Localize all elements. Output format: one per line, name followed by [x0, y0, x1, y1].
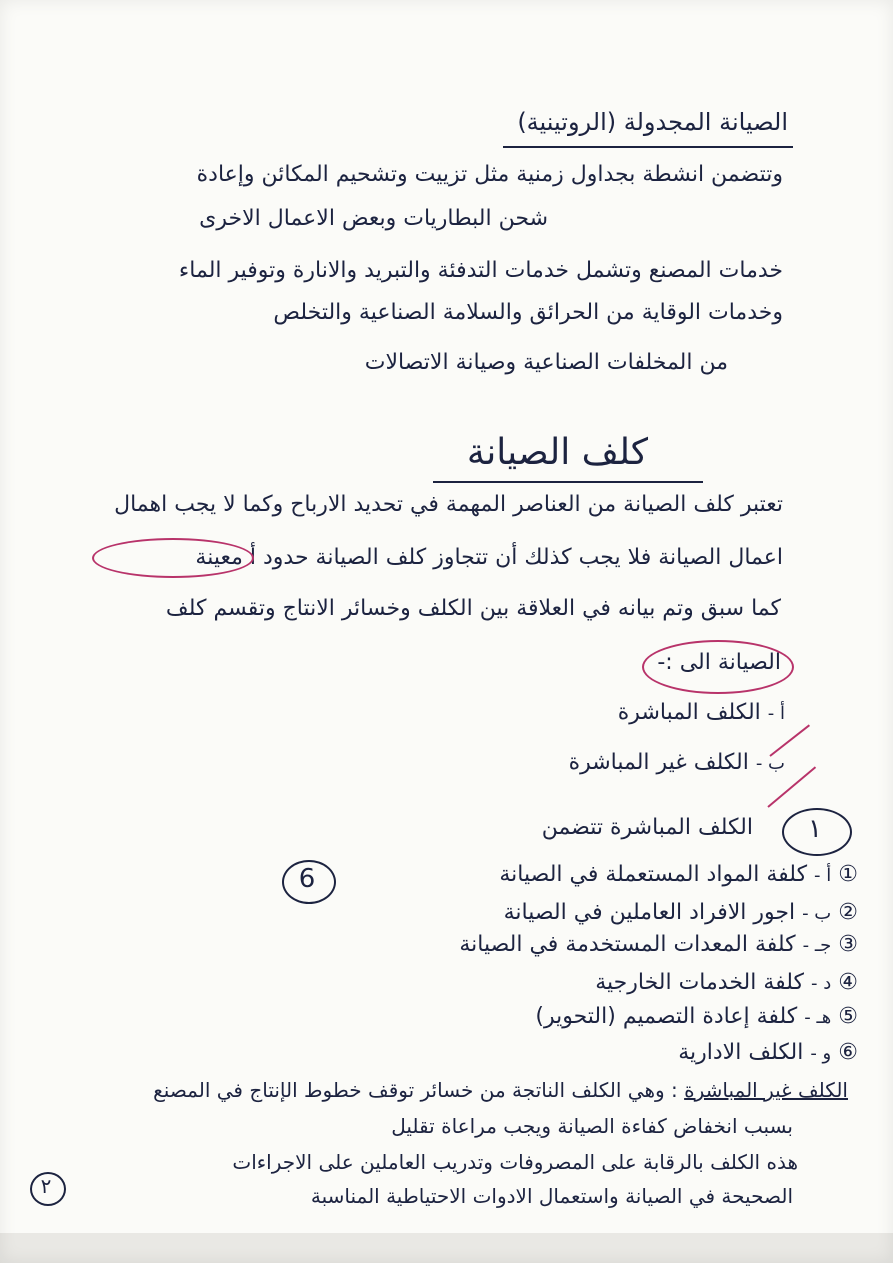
section-number: ١: [808, 814, 822, 844]
indirect-costs-heading: الكلف غير المباشرة: [684, 1078, 848, 1102]
page-bottom-edge: [0, 1233, 893, 1263]
item-label: كلفة إعادة التصميم (التحوير): [535, 1004, 798, 1029]
item-marker: و -: [810, 1043, 832, 1064]
item-bullet: ⑥: [838, 1040, 858, 1065]
indirect-costs-line-1: [153, 1078, 848, 1102]
costs-line-1: تعتبر كلف الصيانة من العناصر المهمة في تحديد الارباح وكما لا يجب اهمال: [114, 492, 783, 517]
indirect-line: الصحيحة في الصيانة واستعمال الادوات الاحتياطية المناسبة: [310, 1184, 793, 1208]
scheduled-line-1: وتتضمن انشطة بجداول زمنية مثل تزييت وتشحيم المكائن وإعادة: [196, 162, 783, 187]
item-label: كلفة الخدمات الخارجية: [595, 970, 805, 995]
cost-type-marker: أ -: [767, 703, 785, 724]
item-bullet: ②: [838, 900, 858, 925]
item-label: كلفة المعدات المستخدمة في الصيانة: [459, 932, 796, 957]
highlight-circle: [642, 640, 794, 694]
item-label: اجور الافراد العاملين في الصيانة: [503, 900, 796, 925]
highlight-circle: [92, 538, 254, 578]
item-bullet: ③: [838, 932, 858, 957]
direct-item-2: [504, 900, 858, 925]
page-number: ٢: [40, 1174, 52, 1198]
item-label: الكلف الادارية: [678, 1040, 804, 1065]
costs-line-2: اعمال الصيانة فلا يجب كذلك أن تتجاوز كلف الصيانة حدود أ معينة: [195, 545, 783, 570]
item-marker: د -: [811, 973, 832, 994]
indirect-line: هذه الكلف بالرقابة على المصروفات وتدريب العاملين على الاجراءات: [232, 1150, 798, 1174]
page-number: 6: [298, 864, 316, 894]
item-bullet: ⑤: [838, 1004, 858, 1029]
maintenance-costs-heading: كلف الصيانة: [466, 432, 648, 473]
cost-type-a: [618, 700, 785, 725]
item-marker: جـ -: [802, 935, 832, 956]
item-bullet: ④: [838, 970, 858, 995]
pink-check-mark: [769, 724, 810, 756]
cost-type-label: الكلف غير المباشرة: [568, 750, 749, 775]
item-bullet: ①: [838, 862, 858, 887]
item-marker: ب -: [802, 903, 832, 924]
cost-type-b: [569, 750, 785, 775]
scheduled-line-5: من المخلفات الصناعية وصيانة الاتصالات: [364, 350, 728, 375]
item-marker: هـ -: [804, 1007, 832, 1028]
cost-type-marker: ب -: [755, 753, 785, 774]
scheduled-maintenance-heading: الصيانة المجدولة (الروتينية): [517, 108, 788, 136]
direct-item-1: [499, 862, 858, 887]
heading-underline: [433, 481, 703, 483]
scheduled-line-3: خدمات المصنع وتشمل خدمات التدفئة والتبريد والانارة وتوفير الماء: [178, 258, 783, 283]
direct-item-6: [678, 1040, 858, 1065]
indirect-line: : وهي الكلف الناتجة من خسائر توقف خطوط الإنتاج في المصنع: [153, 1078, 678, 1102]
heading-underline: [503, 146, 793, 148]
direct-item-4: [595, 970, 858, 995]
direct-costs-heading: الكلف المباشرة تتضمن: [541, 815, 753, 840]
cost-type-label: الكلف المباشرة: [617, 700, 761, 725]
item-marker: أ -: [814, 865, 832, 886]
direct-item-3: [459, 932, 858, 957]
costs-line-3: كما سبق وتم بيانه في العلاقة بين الكلف وخسائر الانتاج وتقسم كلف: [165, 596, 781, 621]
item-label: كلفة المواد المستعملة في الصيانة: [499, 862, 808, 887]
costs-line-4: الصيانة الى :-: [657, 650, 781, 675]
direct-item-5: [535, 1004, 858, 1029]
scheduled-line-2: شحن البطاريات وبعض الاعمال الاخرى: [199, 206, 548, 231]
scheduled-line-4: وخدمات الوقاية من الحرائق والسلامة الصناعية والتخلص: [273, 300, 783, 325]
indirect-line: بسبب انخفاض كفاءة الصيانة ويجب مراعاة تقليل: [391, 1114, 793, 1138]
